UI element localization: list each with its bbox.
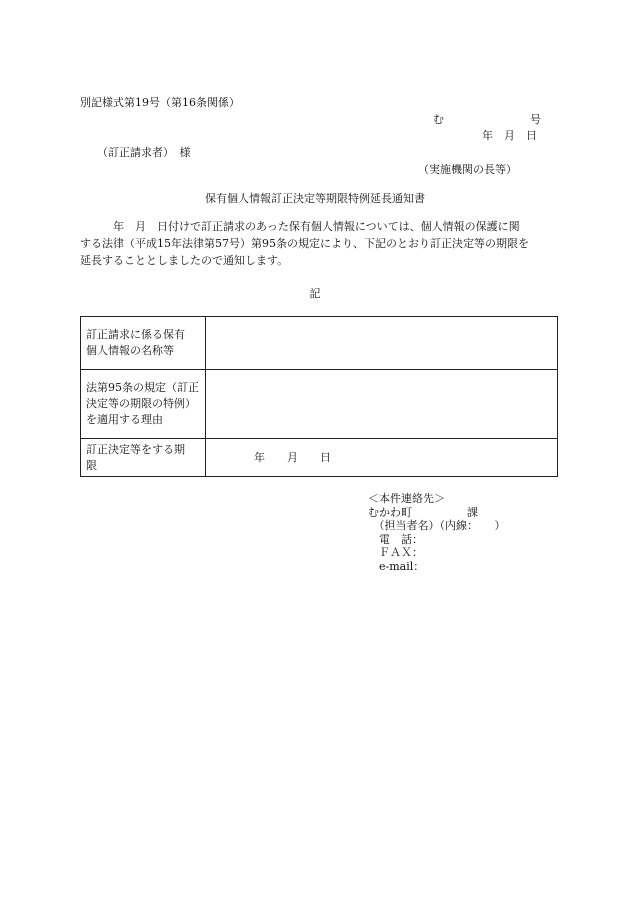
row-value-reason: [206, 370, 558, 439]
body-line-1: 年 月 日付けで訂正請求のあった保有個人情報については、個人情報の保護に関: [80, 220, 520, 233]
document-number-prefix: む: [433, 113, 444, 126]
body-line-3: 延長することとしましたので通知します。: [80, 254, 289, 267]
table-row: [81, 317, 558, 370]
contact-phone: 電 話：: [368, 532, 423, 546]
body-line-2: する法律（平成15年法律第57号）第95条の規定により、下記のとおり訂正決定等の期限を: [80, 237, 529, 250]
label-line: 個人情報の名称等: [86, 344, 174, 357]
issue-date: 年 月 日: [482, 129, 537, 142]
contact-department: むかわ町 課: [368, 505, 478, 519]
detail-table: [80, 316, 558, 477]
contact-block: [368, 492, 506, 573]
row-value-name: [206, 317, 558, 370]
contact-person: （担当者名）（内線： ）: [368, 519, 506, 532]
form-identifier: 別記様式第19号（第16条関係）: [80, 96, 240, 109]
table-row: [81, 370, 558, 439]
label-line: 訂正決定等をする期: [86, 442, 185, 456]
row-label-name: [81, 317, 206, 370]
sender-line: （実施機関の長等）: [418, 163, 517, 176]
contact-heading: ＜本件連絡先＞: [368, 492, 445, 505]
document-number-suffix: 号: [530, 113, 541, 126]
label-line: 決定等の期限の特例）: [86, 397, 196, 410]
ki-heading: 記: [309, 287, 321, 300]
label-line: 法第95条の規定（訂正: [86, 381, 199, 394]
recipient-line: （訂正請求者） 様: [97, 146, 191, 159]
label-line: を適用する理由: [86, 413, 163, 426]
document-title: 保有個人情報訂正決定等期限特例延長通知書: [205, 192, 425, 205]
label-line: 限: [86, 458, 97, 472]
row-value-deadline: 年 月 日: [206, 439, 558, 477]
row-label-deadline: [81, 439, 206, 477]
label-line: 訂正請求に係る保有: [86, 328, 185, 341]
table-row: [81, 439, 558, 477]
contact-fax: ＦＡＸ：: [368, 546, 423, 559]
contact-email: e-mail：: [368, 559, 425, 573]
row-label-reason: [81, 370, 206, 439]
